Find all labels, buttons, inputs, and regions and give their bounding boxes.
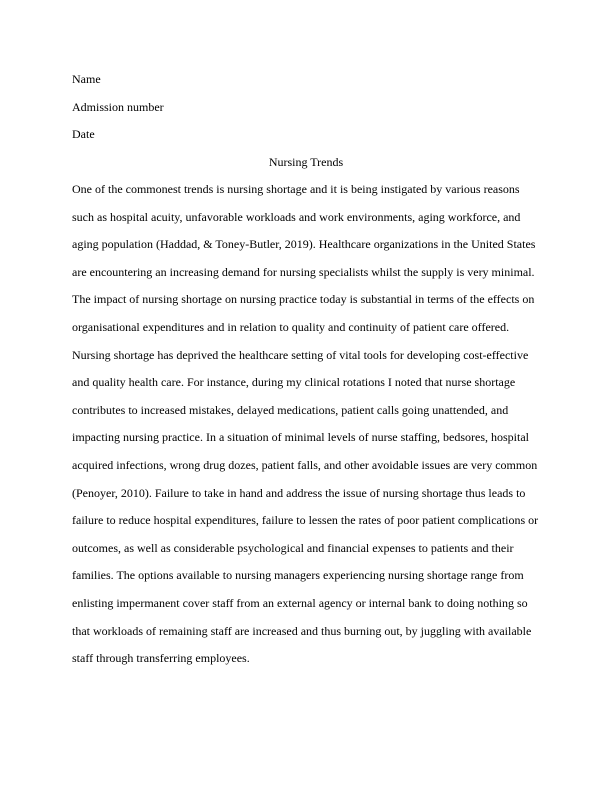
student-name: Name [72, 72, 101, 86]
body-line: contributes to increased mistakes, delayed medications, patient calls going unattended, and [72, 403, 509, 417]
admission-number: Admission number [72, 100, 164, 114]
document-title: Nursing Trends [268, 155, 344, 169]
body-line: acquired infections, wrong drug dozes, patient falls, and other avoidable issues are very common [72, 458, 538, 472]
body-line: impacting nursing practice. In a situation of minimal levels of nurse staffing, bedsores, hospital [72, 430, 530, 444]
body-line: failure to reduce hospital expenditures, failure to lessen the rates of poor patient complications or [72, 513, 539, 527]
body-line: One of the commonest trends is nursing shortage and it is being instigated by various reasons [72, 182, 520, 196]
body-line: are encountering an increasing demand for nursing specialists whilst the supply is very minimal. [72, 265, 535, 279]
body-line: outcomes, as well as considerable psychological and financial expenses to patients and their [72, 541, 514, 555]
body-line: enlisting impermanent cover staff from an external agency or internal bank to doing nothing so [72, 596, 528, 610]
body-line: such as hospital acuity, unfavorable workloads and work environments, aging workforce, and [72, 210, 521, 224]
body-line: (Penoyer, 2010). Failure to take in hand and address the issue of nursing shortage thus leads to [72, 486, 526, 500]
body-line: aging population (Haddad, & Toney-Butler, 2019). Healthcare organizations in the United States [72, 237, 536, 251]
body-line: and quality health care. For instance, during my clinical rotations I noted that nurse shortage [72, 375, 516, 389]
body-line: that workloads of remaining staff are increased and thus burning out, by juggling with available [72, 624, 532, 638]
body-line: staff through transferring employees. [72, 651, 250, 665]
date: Date [72, 127, 95, 141]
body-line: organisational expenditures and in relation to quality and continuity of patient care offered. [72, 320, 510, 334]
body-line: The impact of nursing shortage on nursing practice today is substantial in terms of the effects on [72, 292, 535, 306]
body-line: families. The options available to nursing managers experiencing nursing shortage range from [72, 568, 524, 582]
body-line: Nursing shortage has deprived the healthcare setting of vital tools for developing cost-effective [72, 348, 529, 362]
